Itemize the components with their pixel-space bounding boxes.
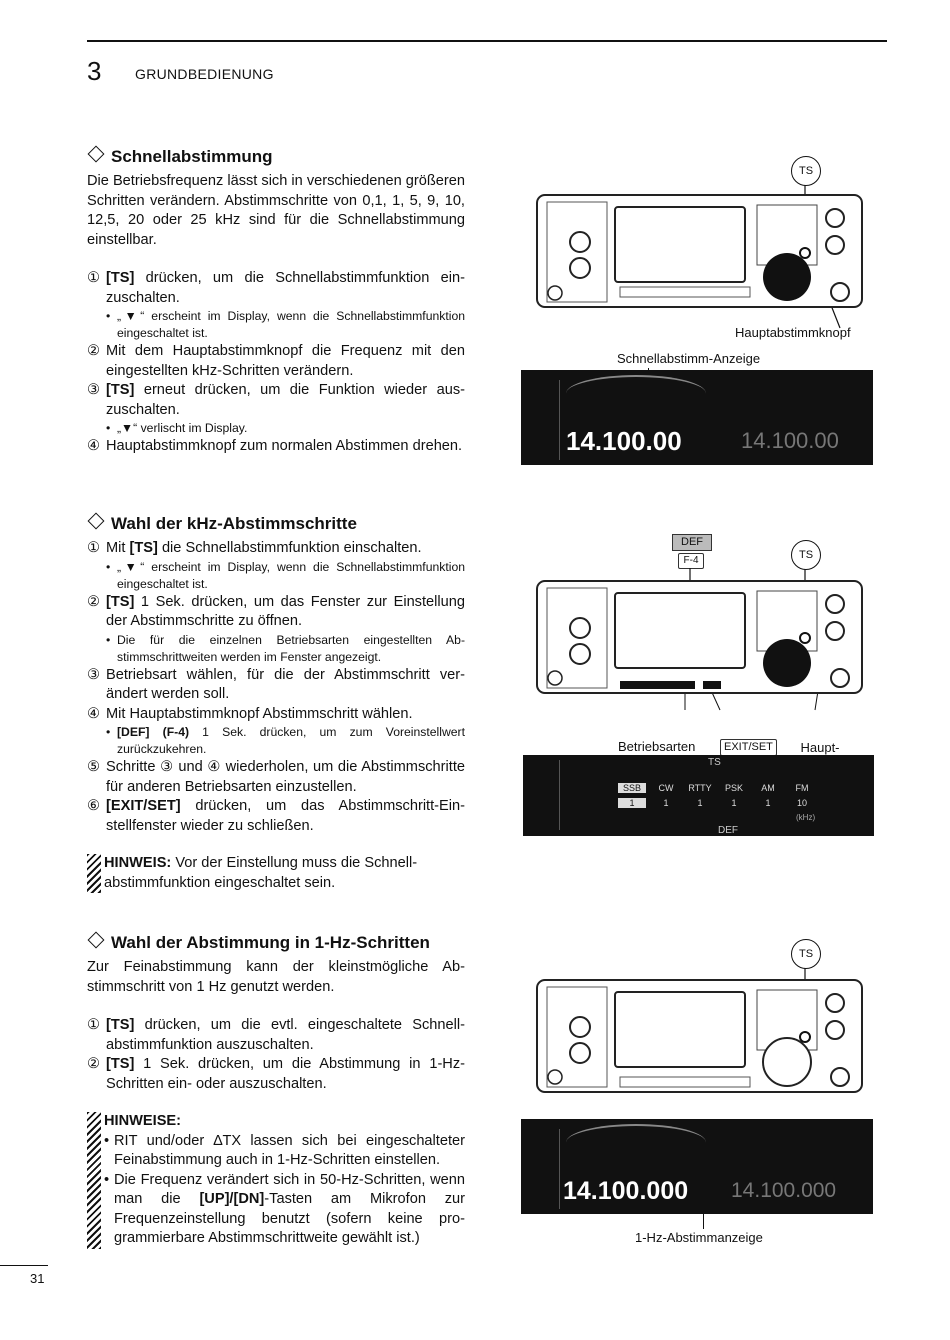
bullet: • „▼“ erscheint im Display, wenn die Schnellabstimmfunktion eingeschaltet ist. [106, 309, 465, 340]
section1-intro: Die Betriebsfrequenz lässt sich in verschiedenen größeren Schritten verändern. Abstimmschritte von 0,1, 1, 5, 9, 10, 12,5, 20 oder 25 kHz sind für die Schnellabstimmung einstellbar. [87, 173, 466, 248]
f4-label: F-4 [678, 553, 704, 569]
section2-body [87, 539, 465, 893]
footer-rule [0, 1265, 48, 1266]
section-title-schnellabstimmung: Schnellabstimmung [87, 146, 273, 168]
note: HINWEIS: Vor der Einstellung muss die Schnellabstimmfunktion eingeschaltet sein. [87, 854, 465, 893]
table-title: TS [708, 757, 721, 768]
radio-figure-1 [525, 150, 865, 350]
step: ② [TS] 1 Sek. drücken, um das Fenster zur Einstellung der Abstimmschritte zu öffnen. [87, 593, 465, 629]
table-unit: (kHz) [796, 813, 816, 822]
table-headers: SSB CW RTTY PSK AM FM [618, 783, 816, 793]
ts-callout: TS [791, 540, 821, 570]
radio-figure-2 [525, 538, 865, 738]
indicator-pointer-3 [703, 1207, 704, 1229]
section-title-1hz: Wahl der Abstimmung in 1-Hz-Schritten [87, 932, 430, 954]
bullet: • „▼“ verlischt im Display. [106, 421, 248, 435]
sub-frequency: 14.100.00 [741, 428, 839, 453]
bullet: • [DEF] (F-4) 1 Sek. drücken, um zum Voreinstellwert zurückzukehren. [106, 725, 465, 756]
diamond-icon [88, 513, 105, 530]
display-screenshot-3 [521, 1119, 873, 1214]
step: ④ Hauptabstimmknopf zum normalen Abstimmen drehen. [87, 438, 463, 454]
1hz-indicator-label: 1-Hz-Abstimmanzeige [635, 1230, 763, 1245]
step: ③ [TS] erneut drücken, um die Funktion wieder auszuschalten. [87, 382, 465, 418]
indicator-label: Schnellabstimm-Anzeige [617, 351, 761, 366]
step: ⑤ Schritte ③ und ④ wiederholen, um die Abstimmschritte für anderen Betriebsarten einzustellen. [87, 759, 465, 795]
side-menu [529, 380, 560, 460]
side-menu [529, 1129, 560, 1209]
knob-label: Hauptabstimmknopf [735, 325, 851, 340]
sub-frequency: 14.100.000 [731, 1179, 837, 1202]
page-number: 31 [30, 1271, 45, 1286]
exit-set-label: EXIT/SET [720, 739, 777, 756]
notes: HINWEISE: • RIT und/oder ∆TX lassen sich bei eingeschalteter Feinabstimmung auch in 1-Hz-Schritten einstellen. • Die Frequenz verändert sich in 50-Hz-Schritten, wenn man die [UP]/[DN]-Tasten am Mikrofon zur Frequenzeinstellung benutzt (sofern keine programmierbare Abstimmschrittweite gewählt ist.) [87, 1112, 465, 1249]
knob-label-2: Haupt- [800, 740, 840, 755]
ts-table-screen [523, 755, 874, 836]
modes-label: Betriebsarten [618, 739, 696, 754]
ts-callout: TS [791, 156, 821, 186]
table-footer: DEF [718, 825, 738, 836]
def-label: DEF [672, 534, 712, 551]
step: ④ Mit Hauptabstimmknopf Abstimmschritt wählen. [87, 705, 413, 722]
section3-body [87, 958, 465, 1249]
header-rule [87, 40, 887, 42]
radio-figure-3 [525, 937, 865, 1107]
step: ① Mit [TS] die Schnellabstimmfunktion einschalten. [87, 540, 422, 556]
section3-intro: Zur Feinabstimmung kann der kleinstmögliche Abstimmschritt von 1 Hz genutzt werden. [87, 959, 465, 995]
meter-arc [566, 375, 706, 412]
step: ① [TS] drücken, um die evtl. eingeschaltete Schnellabstimmfunktion auszuschalten. [87, 1017, 465, 1053]
diamond-icon [88, 932, 105, 949]
bullet: • Die für die einzelnen Betriebsarten eingestellten Abstimmschrittweiten werden im Fenster angezeigt. [106, 632, 465, 664]
step: ② [TS] 1 Sek. drücken, um die Abstimmung in 1-Hz-Schritten ein- oder auszuschalten. [87, 1056, 465, 1092]
diamond-icon [88, 146, 105, 163]
bullet: • „▼“ erscheint im Display, wenn die Schnellabstimmfunktion eingeschaltet ist. [106, 559, 465, 591]
chapter-number: 3 [87, 56, 102, 86]
hatch-icon [87, 1112, 101, 1249]
display-screenshot-1 [521, 370, 873, 465]
section1-body [87, 172, 465, 457]
hatch-icon [87, 854, 101, 893]
step: ⑥ [EXIT/SET] drücken, um das Abstimmschritt-Einstellfenster wieder zu schließen. [87, 798, 465, 834]
step: ③ Betriebsart wählen, für die der Abstimmschritt verändert werden soll. [87, 666, 465, 702]
meter-arc [566, 1124, 706, 1161]
step: ② Mit dem Hauptabstimmknopf die Frequenz mit den eingestellten kHz-Schritten verändern. [87, 343, 465, 379]
table-values: 1 1 1 1 1 10 [618, 798, 816, 808]
ts-callout: TS [791, 939, 821, 969]
main-frequency: 14.100.00 [566, 426, 682, 456]
section-title-khz: Wahl der kHz-Abstimmschritte [87, 513, 357, 535]
main-frequency: 14.100.000 [563, 1177, 689, 1205]
side-menu [531, 760, 560, 830]
chapter-title: GRUNDBEDIENUNG [135, 66, 274, 82]
step: ① [TS] drücken, um die Schnellabstimmfunktion einzuschalten. [87, 270, 465, 306]
